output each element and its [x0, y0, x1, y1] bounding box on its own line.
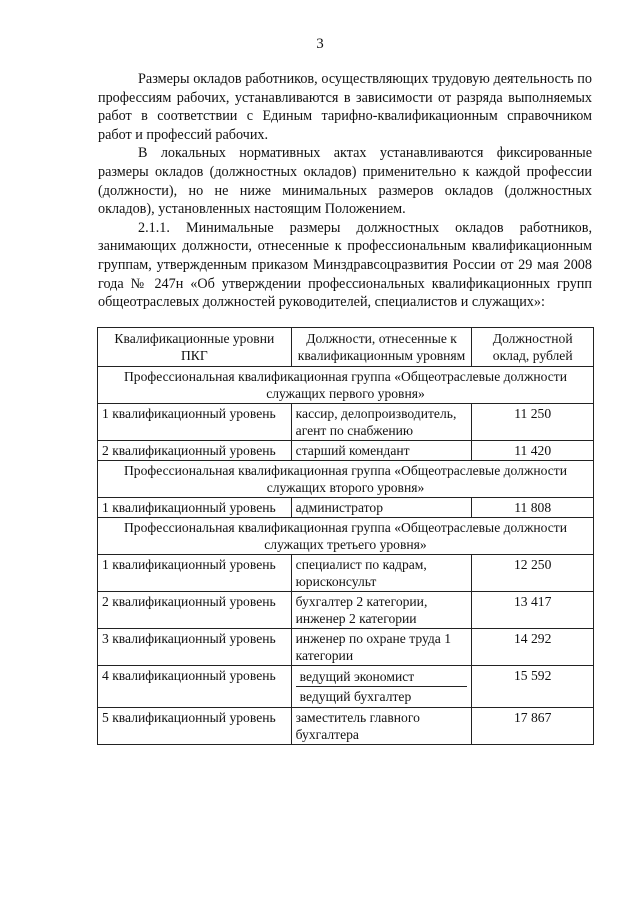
level-cell: 1 квалификационный уровень — [98, 404, 292, 441]
position-cell: кассир, делопроизводитель, агент по снабжению — [291, 404, 472, 441]
position-line: ведущий экономист — [299, 669, 415, 684]
position-cell: инженер по охране труда 1 категории — [291, 629, 472, 666]
table-row — [98, 498, 594, 518]
column-header: Должности, отнесенные к квалификационным уровням — [291, 328, 472, 367]
table-row — [98, 666, 594, 708]
salary-cell: 11 420 — [472, 441, 594, 461]
page-number: 3 — [316, 36, 324, 52]
table-row — [98, 555, 594, 592]
position-cell — [291, 666, 472, 708]
paragraph: В локальных нормативных актах устанавливаются фиксированные размеры окладов (должностных окладов) применительно к каждой профессии (должности), но не ниже минимальных размеров окладов (должностных окладов), установленных настоящим Положением. — [98, 145, 592, 218]
group-title: Профессиональная квалификационная группа «Общеотраслевые должности служащих третьего уровня» — [98, 518, 594, 555]
table-row — [98, 441, 594, 461]
table-row — [98, 404, 594, 441]
salary-cell: 12 250 — [472, 555, 594, 592]
table-row — [98, 592, 594, 629]
group-title: Профессиональная квалификационная группа «Общеотраслевые должности служащих первого уровня» — [98, 367, 594, 404]
salary-cell: 17 867 — [472, 708, 594, 745]
group-row — [98, 367, 594, 404]
position-cell: бухгалтер 2 категории, инженер 2 категории — [291, 592, 472, 629]
level-cell: 1 квалификационный уровень — [98, 498, 292, 518]
salary-cell: 11 808 — [472, 498, 594, 518]
position-cell: старший комендант — [291, 441, 472, 461]
salary-table — [97, 327, 594, 745]
level-cell: 2 квалификационный уровень — [98, 592, 292, 629]
paragraph: Размеры окладов работников, осуществляющих трудовую деятельность по профессиям рабочих, устанавливаются в зависимости от разряда выполняемых работ в соответствии с Единым тарифно-квалификационным справочником работ и профессий рабочих. — [98, 71, 592, 143]
position-cell: специалист по кадрам, юрисконсульт — [291, 555, 472, 592]
level-cell: 4 квалификационный уровень — [98, 666, 292, 708]
group-row — [98, 461, 594, 498]
salary-cell: 13 417 — [472, 592, 594, 629]
salary-cell: 14 292 — [472, 629, 594, 666]
level-cell: 2 квалификационный уровень — [98, 441, 292, 461]
level-cell: 3 квалификационный уровень — [98, 629, 292, 666]
position-cell: заместитель главного бухгалтера — [291, 708, 472, 745]
group-row — [98, 518, 594, 555]
body-text — [98, 70, 592, 312]
level-cell: 1 квалификационный уровень — [98, 555, 292, 592]
salary-cell: 15 592 — [472, 666, 594, 708]
paragraph: 2.1.1. Минимальные размеры должностных окладов работников, занимающих должности, отнесенные к профессиональным квалификационным группам, утвержденным приказом Минздравсоцразвития России от 29 мая 2008 года № 247н «Об утверждении профессиональных квалификационных групп общеотраслевых должностей руководителей, специалистов и служащих»: — [98, 219, 592, 311]
salary-cell: 11 250 — [472, 404, 594, 441]
position-cell: администратор — [291, 498, 472, 518]
level-cell: 5 квалификационный уровень — [98, 708, 292, 745]
table-row — [98, 629, 594, 666]
column-header: Должностной оклад, рублей — [472, 328, 594, 367]
table-row — [98, 708, 594, 745]
group-title: Профессиональная квалификационная группа «Общеотраслевые должности служащих второго уровня» — [98, 461, 594, 498]
column-header: Квалификационные уровни ПКГ — [98, 328, 292, 367]
position-line: ведущий бухгалтер — [296, 686, 468, 706]
table-header-row — [98, 328, 594, 367]
